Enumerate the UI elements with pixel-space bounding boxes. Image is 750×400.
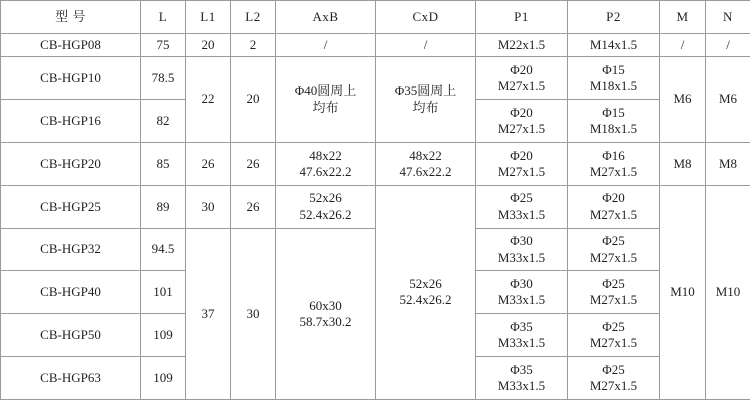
axb-line2: 52.4x26.2 — [299, 206, 352, 222]
axb-line1: Φ40圆周上 — [294, 83, 357, 99]
cell-l2: 2 — [231, 34, 276, 57]
cell-model: CB-HGP63 — [1, 357, 141, 400]
cxd-line1: 48x22 — [409, 147, 442, 163]
p1-thread: M27x1.5 — [497, 120, 546, 136]
p1-thread: M33x1.5 — [497, 249, 546, 265]
header-axb: AxB — [276, 1, 376, 34]
cell-axb — [276, 228, 376, 399]
header-l1: L1 — [186, 1, 231, 34]
cell-model: CB-HGP50 — [1, 314, 141, 357]
p1-thread: M33x1.5 — [497, 206, 546, 222]
p2-thread: M27x1.5 — [589, 163, 638, 179]
p1-thread: M33x1.5 — [497, 378, 546, 394]
cell-l1: 22 — [186, 57, 231, 143]
cell-l: 109 — [141, 314, 186, 357]
cell-cxd — [376, 142, 476, 185]
cell-l: 101 — [141, 271, 186, 314]
p2-thread: M18x1.5 — [589, 78, 638, 94]
cell-l2: 26 — [231, 142, 276, 185]
cell-l: 75 — [141, 34, 186, 57]
p2-diameter: Φ25 — [602, 361, 625, 377]
p1-diameter: Φ35 — [510, 318, 533, 334]
cell-l: 82 — [141, 100, 186, 143]
cell-n: M10 — [706, 185, 750, 399]
header-m: M — [660, 1, 706, 34]
cell-p2 — [568, 34, 660, 57]
cell-cxd: / — [376, 34, 476, 57]
cell-model: CB-HGP40 — [1, 271, 141, 314]
cell-p1 — [476, 57, 568, 100]
axb-line1: 60x30 — [309, 297, 342, 313]
cxd-line2: 52.4x26.2 — [399, 292, 452, 308]
cxd-line2: 47.6x22.2 — [399, 163, 452, 179]
cell-p2 — [568, 57, 660, 100]
table-row — [1, 57, 750, 100]
cell-p1 — [476, 314, 568, 357]
p2-thread: M18x1.5 — [589, 120, 638, 136]
p1-diameter: Φ25 — [510, 190, 533, 206]
p2-thread: M14x1.5 — [589, 36, 638, 52]
p2-thread: M27x1.5 — [589, 335, 638, 351]
axb-line2: 47.6x22.2 — [299, 163, 352, 179]
cell-l: 89 — [141, 185, 186, 228]
p2-thread: M27x1.5 — [589, 206, 638, 222]
cell-p1 — [476, 271, 568, 314]
axb-line2: 均布 — [312, 99, 339, 115]
cell-p1 — [476, 100, 568, 143]
cell-l1: 30 — [186, 185, 231, 228]
cell-p2 — [568, 100, 660, 143]
p1-diameter: Φ20 — [510, 61, 533, 77]
p1-thread: M27x1.5 — [497, 78, 546, 94]
p1-thread: M27x1.5 — [497, 163, 546, 179]
table-row — [1, 34, 750, 57]
table-row — [1, 228, 750, 271]
p2-diameter: Φ20 — [602, 190, 625, 206]
p1-thread: M33x1.5 — [497, 335, 546, 351]
cxd-line2: 均布 — [412, 99, 439, 115]
header-n: N — [706, 1, 750, 34]
p1-thread: M22x1.5 — [497, 36, 546, 52]
cell-axb — [276, 57, 376, 143]
cell-l2: 30 — [231, 228, 276, 399]
cell-l: 94.5 — [141, 228, 186, 271]
cell-axb — [276, 185, 376, 228]
header-l: L — [141, 1, 186, 34]
cell-l2: 26 — [231, 185, 276, 228]
cell-p2 — [568, 228, 660, 271]
cell-p2 — [568, 357, 660, 400]
p1-diameter: Φ20 — [510, 104, 533, 120]
axb-line2: 58.7x30.2 — [299, 313, 352, 329]
cell-m: / — [660, 34, 706, 57]
p2-diameter: Φ25 — [602, 233, 625, 249]
cell-l1: 26 — [186, 142, 231, 185]
table-row — [1, 185, 750, 228]
cell-n: M8 — [706, 142, 750, 185]
p2-thread: M27x1.5 — [589, 378, 638, 394]
p1-diameter: Φ20 — [510, 147, 533, 163]
cell-p1 — [476, 34, 568, 57]
cell-p1 — [476, 142, 568, 185]
cell-p2 — [568, 142, 660, 185]
cell-n: / — [706, 34, 750, 57]
p2-thread: M27x1.5 — [589, 249, 638, 265]
axb-line1: 52x26 — [309, 190, 342, 206]
cell-p1 — [476, 357, 568, 400]
cell-l: 109 — [141, 357, 186, 400]
table-row — [1, 142, 750, 185]
p2-diameter: Φ15 — [602, 61, 625, 77]
cell-p2 — [568, 271, 660, 314]
p2-thread: M27x1.5 — [589, 292, 638, 308]
cell-model: CB-HGP32 — [1, 228, 141, 271]
header-model: 型 号 — [1, 1, 141, 34]
cell-m: M8 — [660, 142, 706, 185]
cell-l2: 20 — [231, 57, 276, 143]
cell-p2 — [568, 185, 660, 228]
p2-diameter: Φ25 — [602, 318, 625, 334]
p2-diameter: Φ15 — [602, 104, 625, 120]
p1-thread: M33x1.5 — [497, 292, 546, 308]
header-cxd: CxD — [376, 1, 476, 34]
cell-m: M6 — [660, 57, 706, 143]
cxd-line1: 52x26 — [409, 276, 442, 292]
cxd-line1: Φ35圆周上 — [394, 83, 457, 99]
cell-cxd — [376, 185, 476, 399]
header-p1: P1 — [476, 1, 568, 34]
cell-axb — [276, 142, 376, 185]
p1-diameter: Φ30 — [510, 233, 533, 249]
cell-l: 78.5 — [141, 57, 186, 100]
p2-diameter: Φ16 — [602, 147, 625, 163]
cell-axb: / — [276, 34, 376, 57]
cell-model: CB-HGP20 — [1, 142, 141, 185]
table-header-row — [1, 1, 750, 34]
header-l2: L2 — [231, 1, 276, 34]
p2-diameter: Φ25 — [602, 276, 625, 292]
cell-p1 — [476, 185, 568, 228]
cell-l1: 20 — [186, 34, 231, 57]
cell-n: M6 — [706, 57, 750, 143]
cell-p1 — [476, 228, 568, 271]
cell-p2 — [568, 314, 660, 357]
p1-diameter: Φ30 — [510, 276, 533, 292]
cell-model: CB-HGP16 — [1, 100, 141, 143]
p1-diameter: Φ35 — [510, 361, 533, 377]
header-p2: P2 — [568, 1, 660, 34]
axb-line1: 48x22 — [309, 147, 342, 163]
cell-l: 85 — [141, 142, 186, 185]
cell-model: CB-HGP08 — [1, 34, 141, 57]
cell-cxd — [376, 57, 476, 143]
cell-m: M10 — [660, 185, 706, 399]
cell-model: CB-HGP25 — [1, 185, 141, 228]
cell-l1: 37 — [186, 228, 231, 399]
cell-model: CB-HGP10 — [1, 57, 141, 100]
